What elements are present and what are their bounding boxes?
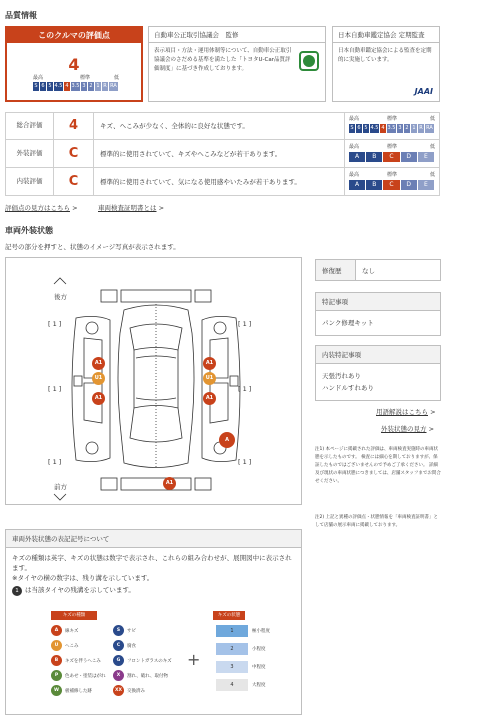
kind-code: U <box>51 640 62 651</box>
abc-item: B <box>366 152 383 162</box>
rating-grade: 4 <box>54 112 94 139</box>
kind-code: XX <box>113 685 124 696</box>
damage-mark[interactable]: U1 <box>92 372 105 385</box>
rating-text: 標準的に使用されていて、気になる使用感やいたみが若干あります。 <box>100 178 301 186</box>
scale-item: 1 <box>95 82 102 91</box>
overall-grade: 4 <box>68 55 80 74</box>
damage-mark[interactable]: A1 <box>92 392 105 405</box>
supervise-box <box>148 26 326 102</box>
repair-value: なし <box>362 267 375 275</box>
scale-item: 3.5 <box>387 125 396 131</box>
scale-item: 4 <box>64 82 71 91</box>
scale-item: 6 <box>356 124 363 133</box>
tire-mark-front-right[interactable]: [ 1 ] <box>238 458 252 466</box>
kind-legend-item <box>51 670 106 681</box>
exterior-title: 車両外装状態 <box>5 226 53 235</box>
jaai-title: 日本自動車鑑定協会 定期監査 <box>333 27 439 43</box>
rating-scale <box>344 168 439 195</box>
tire-mark-spare-left[interactable]: [ 1 ] <box>48 385 62 393</box>
kind-code: A <box>51 625 62 636</box>
abc-item: C <box>383 180 400 190</box>
state-text: 小程度 <box>252 647 266 652</box>
legend-title: 車両外装状態の表記記号について <box>6 530 301 548</box>
interior-notes-title: 内装特記事項 <box>316 346 440 364</box>
rating-label: 総合評価 <box>6 112 54 139</box>
scale-high-label: 最高 <box>33 75 44 81</box>
abc-item: D <box>401 180 418 190</box>
scale-item: S <box>349 124 356 133</box>
grade-card <box>5 26 143 102</box>
legend-box <box>5 529 302 715</box>
scale-item: 3 <box>81 82 88 91</box>
rating-label: 内装評価 <box>6 168 54 195</box>
scale-high-label: 最高 <box>349 172 360 178</box>
footnote-1: 注1) 本ページに掲載された評価は、車両検査実施時の車両状態を示したものです。 検査には細心を期しておりますが、保証したものではございませんので予めご了承ください。 詳細及び現状の車両状態につきましては、店舗スタッフまでお問合せください。 <box>315 447 441 484</box>
damage-mark[interactable]: A1 <box>92 357 105 370</box>
rating-scale <box>344 112 439 139</box>
kind-code: P <box>51 670 62 681</box>
interior-note-line: ハンドルすれあり <box>322 384 374 392</box>
car-outline-icon <box>6 258 303 506</box>
kind-code: B <box>51 655 62 666</box>
legend-line-3: は当該タイヤの残溝を示しています。 <box>25 586 135 594</box>
kind-title: キズの種類 <box>51 611 97 620</box>
scale-item: R <box>102 82 109 91</box>
damage-mark[interactable]: A1 <box>203 392 216 405</box>
interior-notes-box <box>315 345 441 401</box>
state-level: 1 <box>216 625 248 637</box>
repair-history-box <box>315 259 441 281</box>
kind-text: サビ <box>127 628 136 634</box>
kind-code: W <box>51 685 62 696</box>
rating-label: 外装評価 <box>6 140 54 167</box>
scale-high-label: 最高 <box>349 116 360 122</box>
state-text: 極小程度 <box>252 629 270 634</box>
damage-mark[interactable]: A1 <box>163 477 176 490</box>
cert-link[interactable]: 車両検査証明書とは > <box>98 204 165 212</box>
scale-item: 5 <box>363 124 370 133</box>
abc-item: C <box>383 152 400 162</box>
grade-scale <box>33 82 119 91</box>
kind-code: G <box>113 655 124 666</box>
scale-item: 4 <box>380 124 387 133</box>
notes-box <box>315 292 441 336</box>
kind-legend-item <box>51 625 78 636</box>
kind-text: 板補修した跡 <box>65 688 92 694</box>
jaai-text: 日本自動車鑑定協会による監査を定期的に実施しています。 <box>338 48 432 63</box>
jaai-logo: JAAI <box>414 87 433 96</box>
kind-legend-item <box>113 625 136 636</box>
state-text: 中程度 <box>252 665 266 670</box>
rating-grade: C <box>54 140 94 167</box>
scale-low-label: 低 <box>114 75 120 81</box>
kind-code: S <box>113 625 124 636</box>
scale-std-label: 標準 <box>387 116 398 122</box>
kind-legend-item <box>51 685 92 696</box>
quality-section-title: 品質情報 <box>5 11 37 20</box>
repair-label: 修復歴 <box>316 260 356 280</box>
scale-item: R <box>418 124 425 133</box>
scale-low-label: 低 <box>429 144 435 150</box>
state-level: 4 <box>216 679 248 691</box>
tire-mark-front-left[interactable]: [ 1 ] <box>48 458 62 466</box>
state-title: キズの状態 <box>213 611 245 620</box>
rating-scale <box>344 140 439 167</box>
scale-item: 3.5 <box>71 83 80 89</box>
rating-text: 標準的に使用されていて、キズやへこみなどが若干あります。 <box>100 150 282 158</box>
abc-item: A <box>349 152 366 162</box>
plus-sign: + <box>187 650 201 669</box>
state-level: 3 <box>216 661 248 673</box>
legend-line-2: ※タイヤの横の数字は、残り溝を示しています。 <box>12 574 154 582</box>
rating-grade: C <box>54 168 94 195</box>
footnote-2: 注2) 上記と異種の評価点・状態情報を「車両検査証明書」として店舗の展示車両に掲載しております。 <box>315 515 439 528</box>
kind-text: 線キズ <box>65 628 79 634</box>
rating-row <box>5 168 440 196</box>
jaai-box <box>332 26 440 102</box>
damage-mark[interactable]: A <box>219 432 235 448</box>
abc-item: D <box>401 152 418 162</box>
kind-legend-item <box>113 670 168 681</box>
rating-row <box>5 112 440 140</box>
kind-text: キズを伴うへこみ <box>65 658 101 664</box>
notes-value: パンク修理キット <box>322 319 374 327</box>
front-label: 前方 <box>54 483 67 491</box>
scale-item: 5 <box>47 82 54 91</box>
tire-mark-spare-right[interactable]: [ 1 ] <box>238 385 252 393</box>
scale-item: S <box>33 82 40 91</box>
scale-item: 6 <box>40 82 47 91</box>
notes-title: 特記事項 <box>316 293 440 311</box>
exterior-guide-link[interactable]: 外装状態の見方 > <box>381 425 435 433</box>
grade-guide-link[interactable]: 評価点の見方はこちら > <box>5 204 78 212</box>
kind-legend-item <box>51 640 79 651</box>
damage-mark[interactable]: A1 <box>203 357 216 370</box>
rating-row <box>5 140 440 168</box>
scale-item: RA <box>425 124 435 133</box>
supervise-text: 表示項目・方法・運用体制等について、自動車公正取引協議会のさだめる基準を満たした「トヨタU-Car品質評価制度」に基づき作成しております。 <box>154 48 292 72</box>
grade-card-header: このクルマの評価点 <box>7 28 141 43</box>
kind-code: C <box>113 640 124 651</box>
scale-low-label: 低 <box>429 172 435 178</box>
kind-legend-item <box>113 655 172 666</box>
kind-legend-item <box>51 655 101 666</box>
kind-text: 腐食 <box>127 643 136 649</box>
scale-item: 2 <box>404 124 411 133</box>
scale-low-label: 低 <box>429 116 435 122</box>
exterior-subtitle: 記号の部分を押すと、状態のイメージ写真が表示されます。 <box>5 243 180 251</box>
scale-std-label: 標準 <box>387 144 398 150</box>
tire-circle-icon: 1 <box>12 586 22 596</box>
car-diagram <box>5 257 302 505</box>
abc-item: B <box>366 180 383 190</box>
scale-item: 2 <box>88 82 95 91</box>
state-text: 大程度 <box>252 683 266 688</box>
scale-std-label: 標準 <box>80 75 91 81</box>
scale-item: 3 <box>397 124 404 133</box>
legend-line-1: キズの種類は英字、キズの状態は数字で表示され、これらの組み合わせが、展開図中に表示されます。 <box>12 554 292 572</box>
scale-item: 4.5 <box>370 125 379 131</box>
scale-item: RA <box>109 82 119 91</box>
abc-item: A <box>349 180 366 190</box>
rating-text: キズ、へこみが少なく、全体的に良好な状態です。 <box>100 122 249 130</box>
kind-code: X <box>113 670 124 681</box>
glossary-link[interactable]: 用語解説はこちら > <box>376 408 436 416</box>
abc-item: E <box>418 180 435 190</box>
scale-std-label: 標準 <box>387 172 398 178</box>
kind-text: 交換済み <box>127 688 145 694</box>
kind-text: フロントガラスのキズ <box>127 658 172 664</box>
state-level: 2 <box>216 643 248 655</box>
kind-legend-item <box>113 685 145 696</box>
supervise-title: 自動車公正取引協議会 監修 <box>149 27 325 43</box>
kind-text: 割れ、破れ、取付物 <box>127 673 169 679</box>
tire-mark-rear-left[interactable]: [ 1 ] <box>48 320 62 328</box>
interior-note-line: 天張汚れあり <box>322 372 361 380</box>
scale-item: 4.5 <box>54 83 63 89</box>
fair-trade-logo-icon <box>299 51 319 71</box>
rear-label: 後方 <box>54 293 67 301</box>
tire-mark-rear-right[interactable]: [ 1 ] <box>238 320 252 328</box>
kind-text: へこみ <box>65 643 79 649</box>
scale-item: 1 <box>411 124 418 133</box>
kind-text: 色あせ・塗装はがれ <box>65 673 106 679</box>
abc-item: E <box>418 152 435 162</box>
scale-high-label: 最高 <box>349 144 360 150</box>
kind-legend-item <box>113 640 136 651</box>
damage-mark[interactable]: U1 <box>203 372 216 385</box>
